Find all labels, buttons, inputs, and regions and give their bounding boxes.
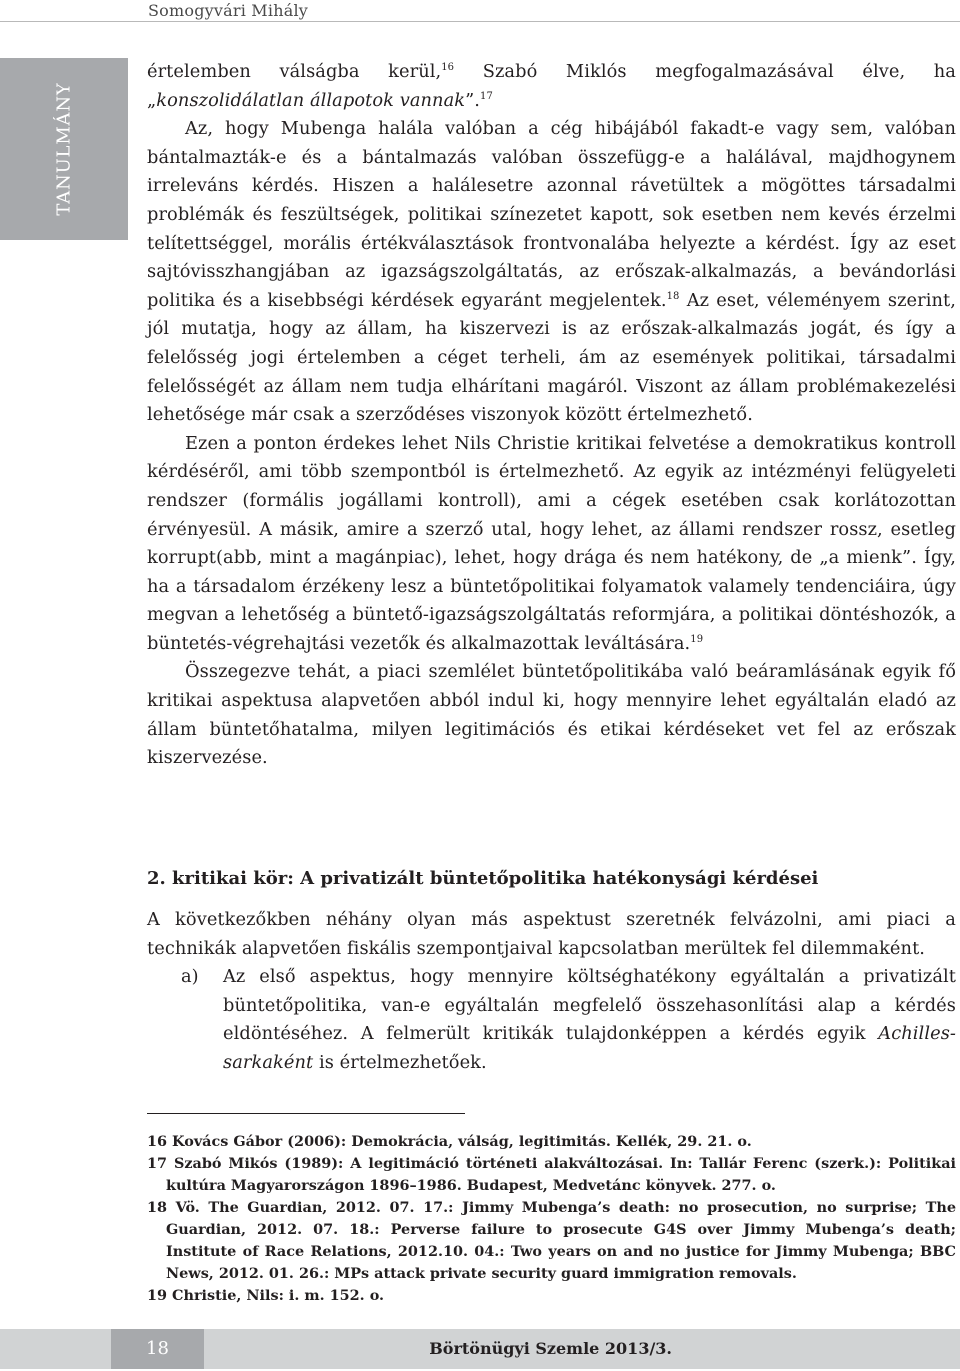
text-run: Az eset, véleményem szerint, jól mutatja, hogy az állam, ha kiszervezi is az erőszak-alkalmazás jogát, és így a felelősség jogi értelemben a céget terheli, ám az események politikai, társadalmi felelősségét az állam nem tudja elhárítani magáról. Viszont az állam problémakezelési lehetősége már csak a szerződéses viszonyok között értelmezhető. <box>147 289 956 426</box>
footnote-19: 19 Christie, Nils: i. m. 152. o. <box>147 1287 385 1304</box>
journal-title: Börtönügyi Szemle 2013/3. <box>429 1339 672 1358</box>
section-intro: A következőkben néhány olyan más aspektust szeretnék felvázolni, ami piaci a technikák alapvetően fiskális szempontjaival kapcsolatban merültek fel dilemmaként. <box>147 909 956 959</box>
section-text <box>147 906 956 1078</box>
text-run: is értelmezhetőek. <box>313 1051 487 1073</box>
footnote-ref-19: 19 <box>690 633 704 645</box>
section-heading: 2. kritikai kör: A privatizált büntetőpolitika hatékonysági kérdései <box>147 868 819 889</box>
section-tab-label: TANULMÁNY <box>53 82 75 216</box>
quotation: konszolidálatlan állapotok vannak <box>156 89 466 111</box>
footnotes <box>147 1131 956 1307</box>
list-item-a <box>147 963 956 1077</box>
footnote-ref-18: 18 <box>666 290 680 302</box>
paragraph-2 <box>147 115 956 430</box>
author-name: Somogyvári Mihály <box>148 1 309 20</box>
text-run: Összegezve tehát, a piaci szemlélet büntetőpolitikába való beáramlásának egyik fő kritikai aspektusa alapvetően abból indul ki, hogy mennyire lehet egyáltalán eladó az állam büntetőhatalma, milyen legitimációs és etikai kérdéseket vet fel az erőszak kiszervezése. <box>147 661 956 769</box>
footnote-divider <box>147 1113 465 1114</box>
footnote-ref-16: 16 <box>441 62 455 74</box>
footnote-17: 17 Szabó Mikós (1989): A legitimáció történeti alakváltozásai. In: Tallár Ferenc (szerk.): Politikai kultúra Magyarországon 1896–1986. Budapest, Medvetánc könyvek. 277. o. <box>147 1155 956 1194</box>
footnote-ref-17: 17 <box>480 90 493 102</box>
text-run: értelemben válságba kerül, <box>147 61 442 82</box>
paragraph-1 <box>147 58 956 115</box>
text-run: Szabó Miklós megfogalmazásával élve, ha „ <box>147 61 956 111</box>
main-text <box>147 58 956 773</box>
text-run: Az, hogy Mubenga halála valóban a cég hibájából fakadt-e vagy sem, valóban bántalmazták-e és a bántalmazás valóban összefügg-e a halálával, majdhogynem irreleváns kérdés. Hiszen a halálesetre azonnal rávetültek a mögöttes társadalmi problémák és feszültségek, politikai színezetet kapott, sok esetben nem kevés érzelmi telítettséggel, morális értékválasztások frontvonalába helyezte a kérdést. Így az eset sajtóvisszhangjában az igazságszolgáltatás, az erőszak-alkalmazás, a bevándorlási politika és a kisebbségi kérdések egyaránt megjelentek. <box>147 118 956 311</box>
footnote-18: 18 Vö. The Guardian, 2012. 07. 17.: Jimmy Mubenga’s death: no prosecution, no surprise; The Guardian, 2012. 07. 18.: Perverse failure to prosecute G4S over Jimmy Mubenga’s death; Institute of Race Relations, 2012.10. 04.: Two years on and no justice for Jimmy Mubenga; BBC News, 2012. 01. 26.: MPs attack private security guard immigration removals. <box>147 1199 956 1282</box>
paragraph-4 <box>147 658 956 772</box>
section-tab <box>0 58 128 240</box>
footnote-16: 16 Kovács Gábor (2006): Demokrácia, válság, legitimitás. Kellék, 29. 21. o. <box>147 1133 752 1150</box>
text-run: ”. <box>465 89 481 111</box>
text-run: Az első aspektus, hogy mennyire költséghatékony egyáltalán a privatizált büntetőpolitika, van-e egyáltalán megfelelő összehasonlítási alap a kérdés eldöntéséhez. A felmerült kritikák tulajdonképpen a kérdés egyik <box>223 966 956 1045</box>
running-head <box>0 0 960 22</box>
paragraph-3 <box>147 430 956 659</box>
text-run: Ezen a ponton érdekes lehet Nils Christie kritikai felvetése a demokratikus kontroll kérdéséről, ami több szempontból is értelmezhető. Az egyik az intézményi felügyeleti rendszer (formális jogállami kontroll), ami a cégek esetében csak korlátozottan érvényesül. A másik, amire a szerző utal, hogy lehet, az állami rendszer rossz, esetleg korrupt(abb, mint a magánpiac), lehet, hogy drága és nem hatékony, de „a mienk”. Így, ha a társadalom érzékeny lesz a büntetőpolitikai folyamatok valamely tendenciáira, úgy megvan a lehetőség a büntető-igazságszolgáltatás reformjára, a politikai döntéshozók, a büntetés-végrehajtási vezetők és alkalmazottak leváltására. <box>147 432 956 654</box>
list-marker: a) <box>181 966 199 988</box>
italic-term: Achilles-sarkaként <box>223 1023 956 1073</box>
page-number: 18 <box>111 1329 204 1369</box>
